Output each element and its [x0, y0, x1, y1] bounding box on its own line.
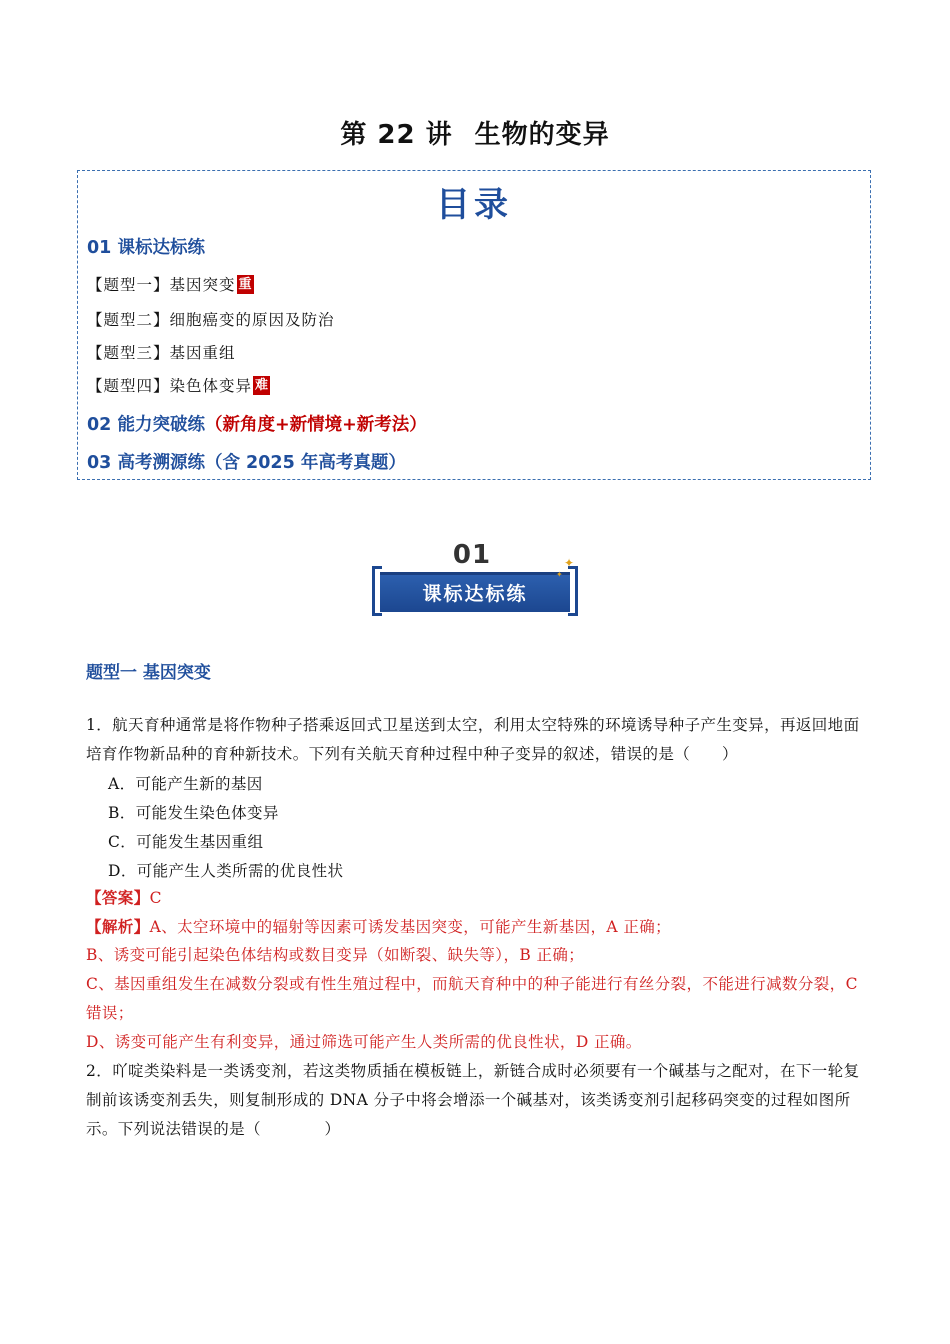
question-type-heading: 题型一 基因突变	[86, 663, 211, 683]
option-b[interactable]: B．可能发生染色体变异	[108, 804, 279, 822]
toc-item-4[interactable]	[87, 374, 270, 396]
toc-section-3[interactable]: 03 高考溯源练（含 2025 年高考真题）	[87, 453, 406, 473]
answer-value: C	[149, 889, 162, 907]
lecture-topic: 生物的变异	[474, 120, 610, 150]
key-tag: 重	[238, 277, 252, 292]
analysis-line-d: D、诱变可能产生有利变异，通过筛选可能产生人类所需的优良性状，D 正确。	[86, 1033, 642, 1051]
toc-section-2-label: 02 能力突破练	[87, 415, 205, 435]
sparkle-icon: ✦	[564, 556, 575, 570]
toc-section-2[interactable]	[87, 411, 427, 436]
option-d[interactable]: D．可能产生人类所需的优良性状	[108, 862, 344, 880]
toc-item-3[interactable]	[87, 341, 236, 363]
badge-label: 课标达标练	[422, 583, 528, 605]
toc-item-label: 【题型四】染色体变异	[87, 377, 253, 395]
answer-label: 【答案】	[86, 888, 150, 907]
toc-section-2-note: （新角度+新情境+新考法）	[204, 415, 427, 435]
option-a[interactable]: A．可能产生新的基因	[108, 775, 263, 793]
analysis-label: 【解析】	[86, 917, 150, 936]
section-badge	[372, 540, 580, 620]
question-1-stem: 1．航天育种通常是将作物种子搭乘返回式卫星送到太空，利用太空特殊的环境诱导种子产生变异，再返回地面培育作物新品种的育种新技术。下列有关航天育种过程中种子变异的叙述，错误的是（ ）	[86, 716, 860, 763]
difficult-tag: 难	[255, 378, 269, 393]
table-of-contents	[77, 170, 871, 480]
toc-item-1[interactable]	[87, 273, 254, 295]
toc-section-1[interactable]: 01 课标达标练	[87, 238, 205, 258]
lecture-number: 第 22 讲	[340, 120, 453, 150]
analysis-line-a	[86, 912, 866, 942]
toc-item-2[interactable]	[87, 308, 335, 330]
toc-heading: 目录	[436, 185, 512, 225]
toc-item-label: 【题型一】基因突变	[87, 276, 236, 294]
question-2-stem: 2．吖啶类染料是一类诱变剂，若这类物质插在模板链上，新链合成时必须要有一个碱基与之配对，在下一轮复制前该诱变剂丢失，则复制形成的 DNA 分子中将会增添一个碱基对，该类诱变剂引起移码突变的过程如图所示。下列说法错误的是（ ）	[86, 1062, 860, 1138]
sparkle-icon: ✦	[556, 570, 563, 579]
toc-item-label: 【题型二】细胞癌变的原因及防治	[87, 311, 335, 329]
answer-line	[86, 883, 866, 913]
toc-item-label: 【题型三】基因重组	[87, 344, 236, 362]
option-c[interactable]: C．可能发生基因重组	[108, 833, 264, 851]
analysis-line-b: B、诱变可能引起染色体结构或数目变异（如断裂、缺失等），B 正确；	[86, 946, 585, 964]
badge-number: 01	[452, 540, 492, 570]
analysis-text: A、太空环境中的辐射等因素可诱发基因突变，可能产生新基因，A 正确；	[149, 918, 672, 936]
analysis-line-c: C、基因重组发生在减数分裂或有性生殖过程中，而航天育种中的种子能进行有丝分裂，不能进行减数分裂，C 错误；	[86, 975, 858, 1022]
page-title	[0, 114, 950, 151]
